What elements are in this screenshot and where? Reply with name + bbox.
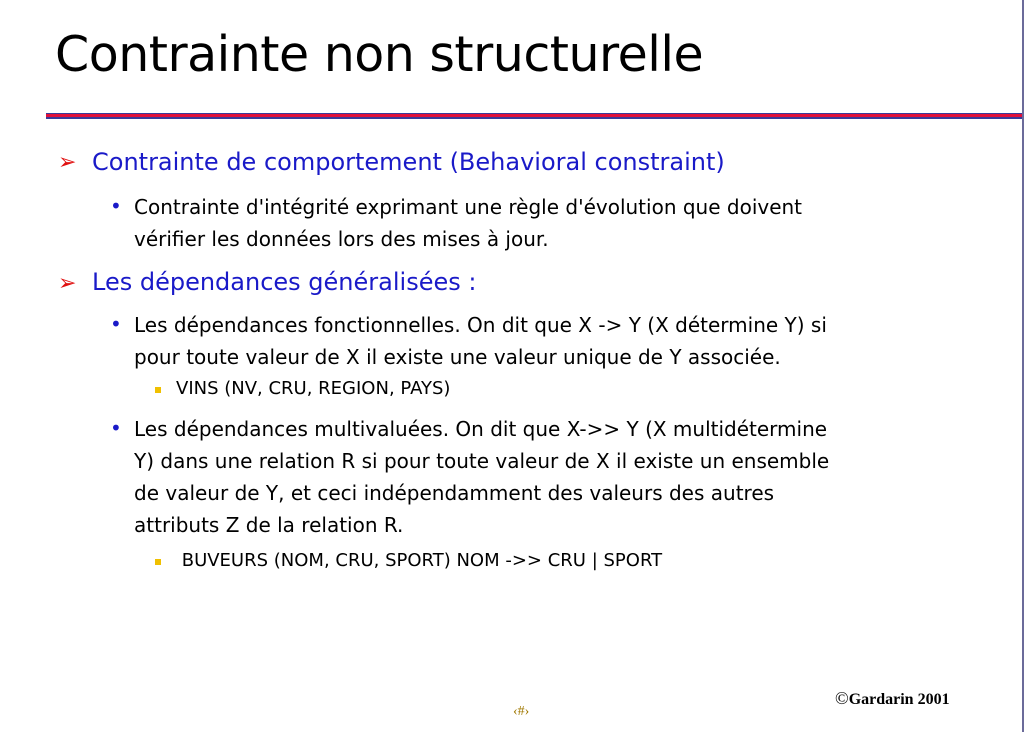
bullet-line: attributs Z de la relation R. — [134, 513, 404, 537]
bullet-text — [134, 191, 964, 255]
sub-bullet-text: VINS (NV, CRU, REGION, PAYS) — [176, 378, 451, 399]
copyright-text: Gardarin 2001 — [848, 691, 950, 708]
bullet-line: vérifier les données lors des mises à jour. — [134, 227, 549, 251]
copyright-notice — [835, 688, 950, 709]
bullet-text — [134, 413, 964, 541]
bullet-text — [134, 309, 964, 373]
arrow-bullet-icon: ➢ — [58, 150, 77, 175]
dot-bullet-icon: • — [110, 194, 122, 218]
bullet-line: de valeur de Y, et ceci indépendamment des valeurs des autres — [134, 481, 775, 505]
sub-bullet-text: BUVEURS (NOM, CRU, SPORT) NOM ->> CRU | SPORT — [176, 550, 663, 571]
section-heading: Les dépendances généralisées : — [92, 268, 477, 296]
bullet-line: Les dépendances multivaluées. On dit que X->> Y (X multidétermine — [134, 417, 828, 441]
square-bullet-icon — [155, 559, 161, 565]
dot-bullet-icon: • — [110, 416, 122, 440]
bullet-line: Y) dans une relation R si pour toute valeur de X il existe un ensemble — [134, 449, 830, 473]
copyright-symbol: © — [835, 688, 849, 708]
title-divider — [46, 113, 1022, 119]
arrow-bullet-icon: ➢ — [58, 271, 77, 296]
bullet-line: pour toute valeur de X il existe une valeur unique de Y associée. — [134, 345, 781, 369]
square-bullet-icon — [155, 387, 161, 393]
page-number: ‹#› — [513, 704, 530, 719]
dot-bullet-icon: • — [110, 312, 122, 336]
bullet-line: Les dépendances fonctionnelles. On dit que X -> Y (X détermine Y) si — [134, 313, 827, 337]
slide-title: Contrainte non structurelle — [55, 26, 704, 83]
section-heading: Contrainte de comportement (Behavioral constraint) — [92, 148, 725, 176]
bullet-line: Contrainte d'intégrité exprimant une règle d'évolution que doivent — [134, 195, 803, 219]
